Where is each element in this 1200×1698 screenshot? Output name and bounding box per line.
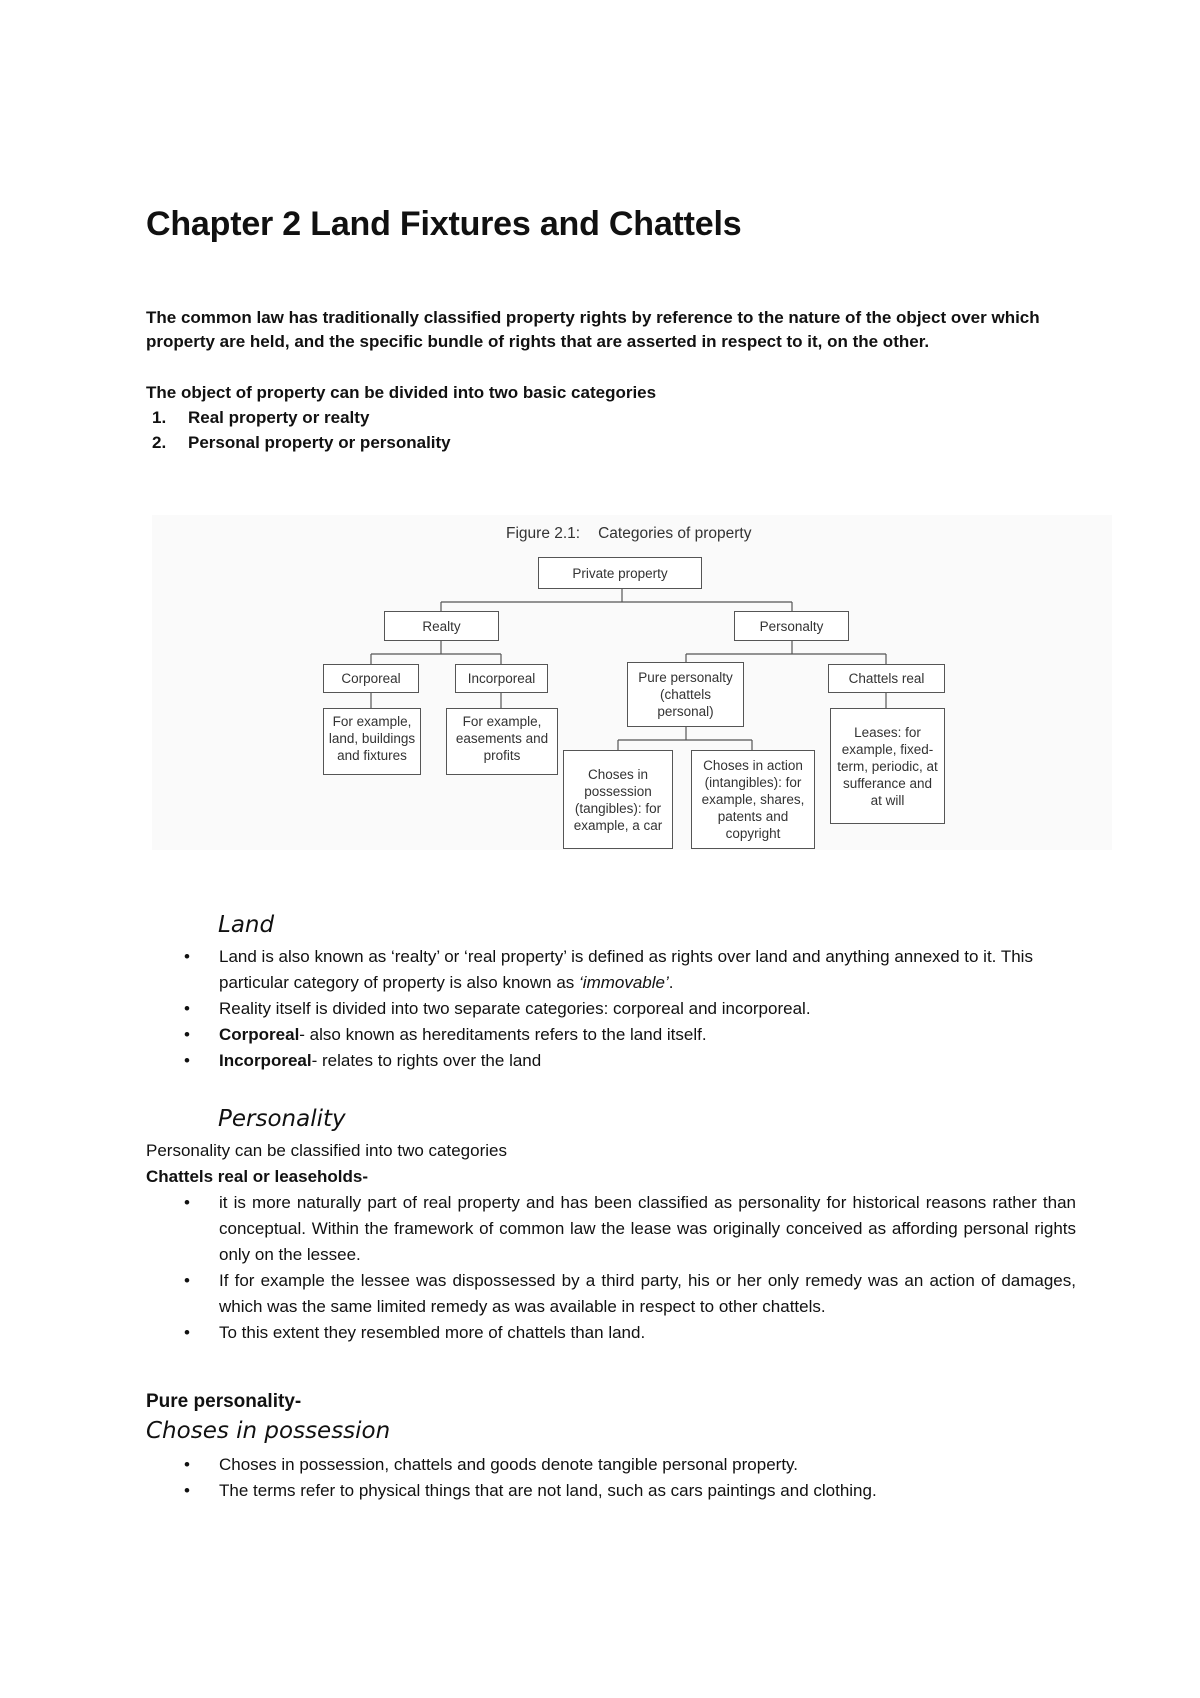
choses-in-possession-heading: Choses in possession (146, 1418, 391, 1444)
land-section (146, 944, 1076, 1074)
page-title: Chapter 2 Land Fixtures and Chattels (146, 205, 742, 243)
list-item: • The terms refer to physical things that are not land, such as cars paintings and clothing. (146, 1478, 1076, 1504)
personality-bullets (146, 1190, 1076, 1346)
intro-paragraph: The common law has traditionally classified property rights by reference to the nature of the object over which property are held, and the specific bundle of rights that are asserted in respect to it, on the other. (146, 308, 1040, 351)
list-item: • Corporeal- also known as hereditaments refers to the land itself. (146, 1022, 1076, 1048)
list-item: 1. Real property or realty (152, 408, 370, 427)
pure-personality-section (146, 1452, 1076, 1504)
box-corporeal-example: For example, land, buildings and fixtures (323, 708, 421, 775)
box-realty: Realty (384, 611, 499, 641)
section-heading-land: Land (218, 912, 275, 938)
chattels-real-subheading: Chattels real or leaseholds- (146, 1167, 369, 1186)
list-item: 2. Personal property or personality (152, 433, 451, 452)
figure-title: Figure 2.1: Categories of property (506, 525, 752, 542)
box-pure-personalty: Pure personalty (chattels personal) (627, 662, 744, 727)
box-incorporeal-example: For example, easements and profits (446, 708, 558, 775)
pure-personality-heading: Pure personality- (146, 1391, 302, 1412)
land-bullets (146, 944, 1076, 1074)
list-item: • To this extent they resembled more of chattels than land. (146, 1320, 1076, 1346)
personality-section (146, 1138, 1076, 1346)
box-choses-in-possession: Choses in possession (tangibles): for example, a car (563, 750, 673, 849)
box-chattels-real: Chattels real (828, 664, 945, 693)
box-private-property: Private property (538, 557, 702, 589)
list-item: • it is more naturally part of real property and has been classified as personality for historical reasons rather than conceptual. Within the framework of common law the lease was originally conceived as affording personal rights only on the lessee. (146, 1190, 1076, 1268)
personality-intro: Personality can be classified into two categories (146, 1141, 507, 1160)
pure-bullets (146, 1452, 1076, 1504)
box-incorporeal: Incorporeal (455, 664, 548, 693)
list-item: • Incorporeal- relates to rights over the land (146, 1048, 1076, 1074)
box-personalty: Personalty (734, 611, 849, 641)
section-heading-personality: Personality (218, 1106, 346, 1132)
list-item: • Choses in possession, chattels and goods denote tangible personal property. (146, 1452, 1076, 1478)
box-corporeal: Corporeal (323, 664, 419, 693)
categories-lead: The object of property can be divided into two basic categories (146, 383, 657, 402)
box-choses-in-action: Choses in action (intangibles): for example, shares, patents and copyright (691, 750, 815, 849)
list-item: • If for example the lessee was dispossessed by a third party, his or her only remedy was an action of damages, which was the same limited remedy as was available in respect to other chattels. (146, 1268, 1076, 1320)
list-item: • Reality itself is divided into two separate categories: corporeal and incorporeal. (146, 996, 1076, 1022)
box-leases-example: Leases: for example, fixed-term, periodic, at sufferance and at will (830, 708, 945, 824)
list-item: • Land is also known as ‘realty’ or ‘real property’ is defined as rights over land and anything annexed to it. This particular category of property is also known as ‘immovable’. (146, 944, 1076, 996)
